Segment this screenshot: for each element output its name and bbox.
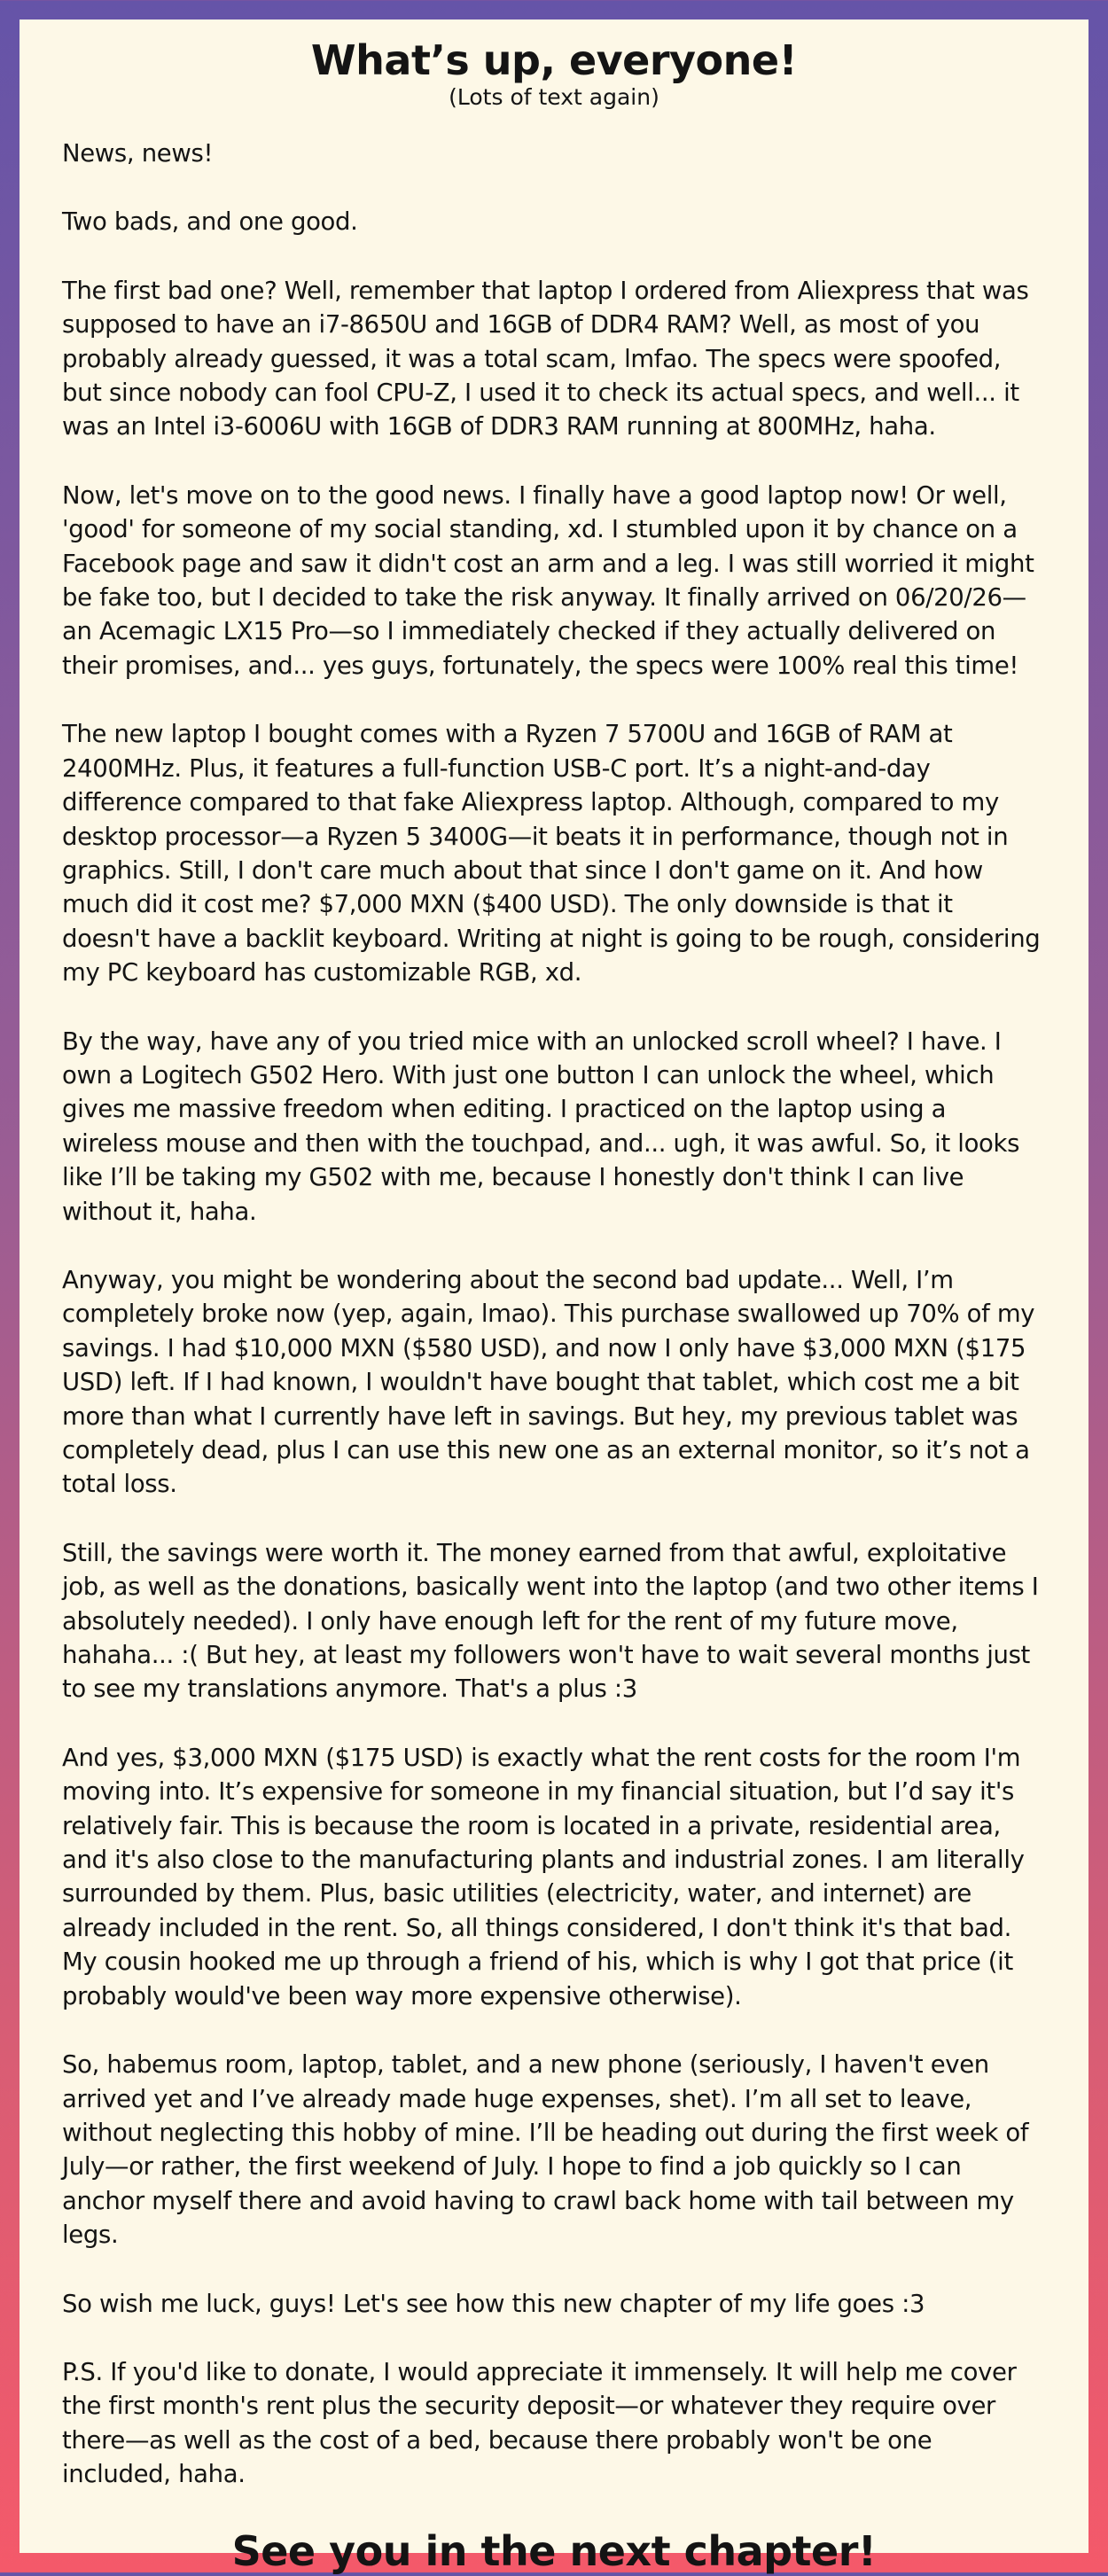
paragraph-good-news: Now, let's move on to the good news. I finally have a good laptop now! Or well, 'good' for someone of my social standing, xd. I stumbled upon it by chance on a Facebook page and saw it didn't cost an arm and a leg. I was still worried it might be fake too, but I decided to take the risk anyway. It finally arrived on 06/20/26—an Acemagic LX15 Pro—so I immediately checked if they actually delivered on their promises, and... yes guys, fortunately, the specs were 100% real this time! bbox=[62, 480, 1034, 680]
post-panel bbox=[20, 20, 1088, 2575]
closing-heading: See you in the next chapter! bbox=[231, 2526, 877, 2575]
paragraph-savings: Still, the savings were worth it. The money earned from that awful, exploitative job, as well as the donations, basically went into the laptop (and two other items I absolutely needed). I only have enough left for the rent of my future move, hahaha... :( But hey, at least my followers won't have to wait several months just to see my translations anymore. That's a plus :3 bbox=[62, 1538, 1039, 1704]
paragraph-news: News, news! bbox=[62, 139, 214, 168]
paragraph-rent: And yes, $3,000 MXN ($175 USD) is exactly what the rent costs for the room I'm moving into. It’s expensive for someone in my financial situation, but I’d say it's relatively fair. This is because the room is located in a private, residential area, and it's also close to the manufacturing plants and industrial zones. I am literally surrounded by them. Plus, basic utilities (electricity, water, and internet) are already included in the rent. So, all things considered, I don't think it's that bad. My cousin hooked me up through a friend of his, which is why I got that price (it probably would've been way more expensive otherwise). bbox=[62, 1743, 1025, 2010]
paragraph-summary: Two bads, and one good. bbox=[62, 207, 358, 237]
paragraph-second-bad: Anyway, you might be wondering about the second bad update... Well, I’m completely broke now (yep, again, lmao). This purchase swallowed up 70% of my savings. I had $10,000 MXN ($580 USD), and now I only have $3,000 MXN ($175 USD) left. If I had known, I wouldn't have bought that tablet, which cost me a bit more than what I currently have left in savings. But hey, my previous tablet was completely dead, plus I can use this new one as an external monitor, so it’s not a total loss. bbox=[62, 1265, 1035, 1499]
paragraph-plans: So, habemus room, laptop, tablet, and a new phone (seriously, I haven't even arrived yet and I’ve already made huge expenses, shet). I’m all set to leave, without neglecting this hobby of mine. I’ll be heading out during the first week of July—or rather, the first weekend of July. I hope to find a job quickly so I can anchor myself there and avoid having to crawl back home with tail between my legs. bbox=[62, 2050, 1029, 2250]
post-title: What’s up, everyone! bbox=[310, 36, 798, 84]
post-subtitle: (Lots of text again) bbox=[449, 84, 659, 110]
paragraph-first-bad: The first bad one? Well, remember that laptop I ordered from Aliexpress that was supposed to have an i7-8650U and 16GB of DDR4 RAM? Well, as most of you probably already guessed, it was a total scam, lmfao. The specs were spoofed, but since nobody can fool CPU-Z, I used it to check its actual specs, and well... it was an Intel i3-6006U with 16GB of DDR3 RAM running at 800MHz, haha. bbox=[62, 276, 1029, 441]
paragraph-wish-luck: So wish me luck, guys! Let's see how this new chapter of my life goes :3 bbox=[62, 2289, 925, 2318]
paragraph-mouse: By the way, have any of you tried mice with an unlocked scroll wheel? I have. I own a Logitech G502 Hero. With just one button I can unlock the wheel, which gives me massive freedom when editing. I practiced on the laptop using a wireless mouse and then with the touchpad, and... ugh, it was awful. So, it looks like I’ll be taking my G502 with me, because I honestly don't think I can live without it, haha. bbox=[62, 1026, 1020, 1226]
paragraph-postscript: P.S. If you'd like to donate, I would appreciate it immensely. It will help me cover the first month's rent plus the security deposit—or whatever they require over there—as well as the cost of a bed, because there probably won't be one included, haha. bbox=[62, 2357, 1017, 2489]
paragraph-laptop-specs: The new laptop I bought comes with a Ryzen 7 5700U and 16GB of RAM at 2400MHz. Plus, it features a full-function USB-C port. It’s a night-and-day difference compared to that fake Aliexpress laptop. Although, compared to my desktop processor—a Ryzen 5 3400G—it beats it in performance, though not in graphics. Still, I don't care much about that since I don't game on it. And how much did it cost me? $7,000 MXN ($400 USD). The only downside is that it doesn't have a backlit keyboard. Writing at night is going to be rough, considering my PC keyboard has customizable RGB, xd. bbox=[62, 720, 1041, 987]
